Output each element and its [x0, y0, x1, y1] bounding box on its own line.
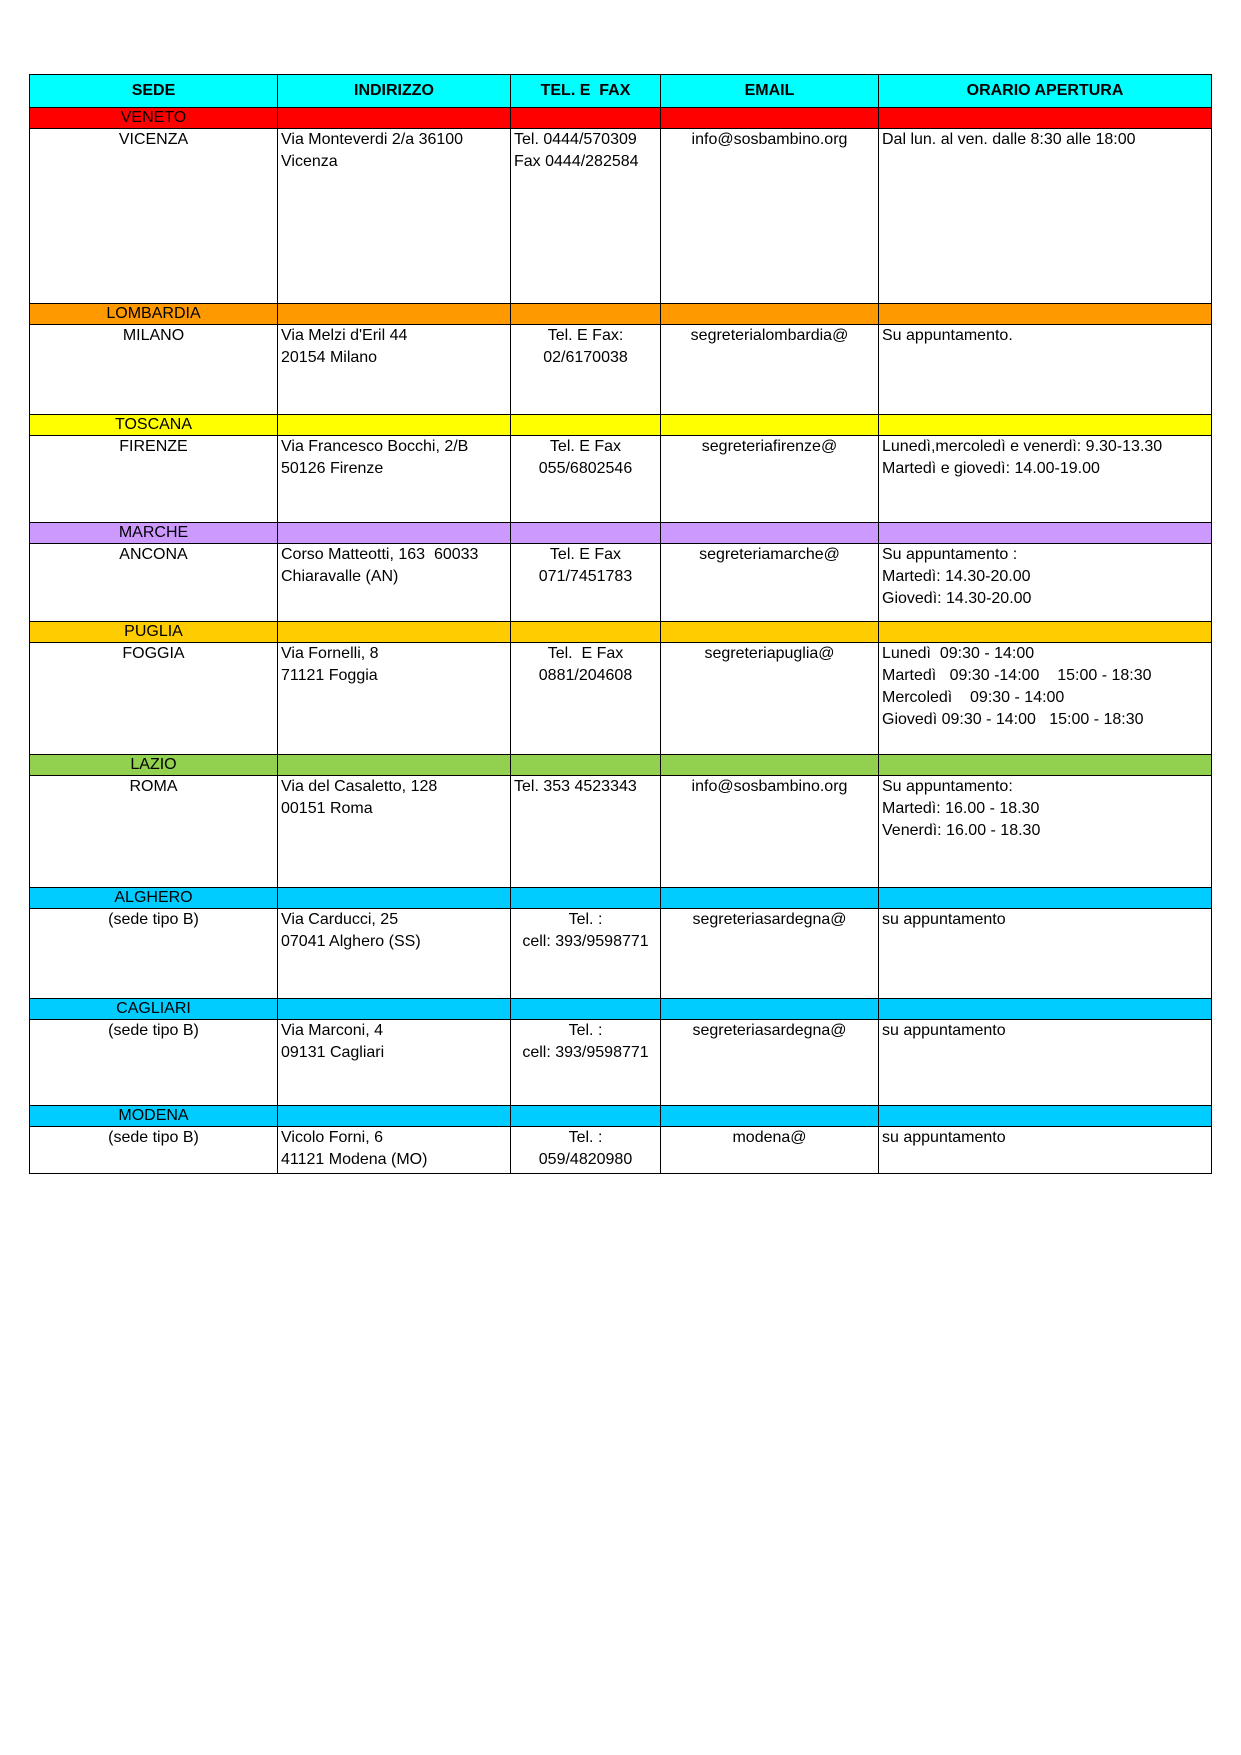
- office-address: [278, 643, 511, 755]
- hours-line: Martedì e giovedì: 14.00-19.00: [882, 460, 1100, 477]
- office-row: [30, 1127, 1212, 1174]
- region-band-cell: [879, 888, 1212, 909]
- region-band-cell: [879, 304, 1212, 325]
- office-sede: [30, 544, 278, 622]
- email-text: info@sosbambino.org: [691, 778, 848, 795]
- hours-line: su appuntamento: [882, 911, 1006, 928]
- hours-line: Mercoledì 09:30 - 14:00: [882, 689, 1065, 706]
- phone-line: Tel. E Fax:: [547, 327, 624, 344]
- office-phone: [511, 1127, 661, 1174]
- office-email: [661, 909, 879, 999]
- hours-line: su appuntamento: [882, 1129, 1006, 1146]
- office-sede: [30, 1020, 278, 1106]
- region-band-cell: [879, 108, 1212, 129]
- office-sede: [30, 643, 278, 755]
- address-line: Via Marconi, 4: [281, 1022, 383, 1039]
- email-text: segreteriamarche@: [699, 546, 840, 563]
- region-name: MARCHE: [30, 523, 278, 544]
- region-name: PUGLIA: [30, 622, 278, 643]
- region-band-cell: [879, 1106, 1212, 1127]
- phone-line: 055/6802546: [538, 460, 633, 477]
- phone-line: Tel. :: [568, 1022, 603, 1039]
- office-hours: [879, 909, 1212, 999]
- region-band-cell: [511, 1106, 661, 1127]
- header-row: [30, 75, 1212, 108]
- region-band-cell: [511, 888, 661, 909]
- region-band-cell: [661, 755, 879, 776]
- region-name: CAGLIARI: [30, 999, 278, 1020]
- phone-line: Tel. :: [568, 911, 603, 928]
- region-band-cell: [278, 622, 511, 643]
- office-phone: [511, 544, 661, 622]
- email-text: segreterialombardia@: [690, 327, 849, 344]
- region-band-cell: [511, 304, 661, 325]
- region-band-cell: [278, 888, 511, 909]
- email-text: modena@: [732, 1129, 807, 1146]
- phone-line: Tel. :: [568, 1129, 603, 1146]
- office-sede-text: ROMA: [129, 778, 178, 795]
- office-phone: [511, 129, 661, 304]
- phone-line: Tel. E Fax: [549, 438, 622, 455]
- region-name: ALGHERO: [30, 888, 278, 909]
- office-phone: [511, 643, 661, 755]
- address-line: 00151 Roma: [281, 800, 373, 817]
- offices-sheet: [29, 74, 1211, 1174]
- region-band: [30, 523, 1212, 544]
- office-row: [30, 776, 1212, 888]
- region-band: [30, 888, 1212, 909]
- region-band-cell: [879, 755, 1212, 776]
- office-row: [30, 1020, 1212, 1106]
- region-name: TOSCANA: [30, 415, 278, 436]
- phone-line: cell: 393/9598771: [522, 933, 649, 950]
- office-address: [278, 909, 511, 999]
- phone-line: Tel. 353 4523343: [514, 778, 637, 795]
- office-sede: [30, 1127, 278, 1174]
- phone-line: cell: 393/9598771: [522, 1044, 649, 1061]
- address-line: Via Fornelli, 8: [281, 645, 379, 662]
- office-address: [278, 776, 511, 888]
- region-band-cell: [879, 999, 1212, 1020]
- office-row: [30, 544, 1212, 622]
- address-line: 07041 Alghero (SS): [281, 933, 421, 950]
- office-sede-text: FOGGIA: [122, 645, 185, 662]
- region-band: [30, 304, 1212, 325]
- office-sede: [30, 436, 278, 523]
- region-name: LAZIO: [30, 755, 278, 776]
- office-sede: [30, 909, 278, 999]
- hours-line: Giovedì 09:30 - 14:00 15:00 - 18:30: [882, 711, 1144, 728]
- header-tel-fax: TEL. E FAX: [511, 75, 661, 108]
- office-row: [30, 436, 1212, 523]
- phone-line: Tel. E Fax: [549, 546, 622, 563]
- hours-line: Venerdì: 16.00 - 18.30: [882, 822, 1041, 839]
- office-sede-text: VICENZA: [118, 131, 189, 148]
- office-email: [661, 129, 879, 304]
- office-email: [661, 544, 879, 622]
- region-band-cell: [661, 304, 879, 325]
- office-hours: [879, 776, 1212, 888]
- region-band-cell: [278, 1106, 511, 1127]
- office-row: [30, 909, 1212, 999]
- office-email: [661, 643, 879, 755]
- email-text: segreteriasardegna@: [692, 1022, 847, 1039]
- office-phone: [511, 1020, 661, 1106]
- phone-line: 02/6170038: [543, 349, 628, 366]
- email-text: segreteriafirenze@: [701, 438, 838, 455]
- address-line: 41121 Modena (MO): [281, 1151, 428, 1168]
- hours-line: Martedì 09:30 -14:00 15:00 - 18:30: [882, 667, 1152, 684]
- office-address: [278, 129, 511, 304]
- address-line: Vicolo Forni, 6: [281, 1129, 383, 1146]
- region-band-cell: [661, 523, 879, 544]
- header-email: EMAIL: [661, 75, 879, 108]
- office-hours: [879, 643, 1212, 755]
- region-band-cell: [511, 108, 661, 129]
- region-band: [30, 622, 1212, 643]
- hours-line: Giovedì: 14.30-20.00: [882, 590, 1032, 607]
- office-sede-text: (sede tipo B): [108, 1022, 199, 1039]
- region-band-cell: [879, 622, 1212, 643]
- office-email: [661, 325, 879, 415]
- region-band-cell: [511, 755, 661, 776]
- office-hours: [879, 1020, 1212, 1106]
- office-sede-text: FIRENZE: [119, 438, 188, 455]
- region-band-cell: [661, 999, 879, 1020]
- office-row: [30, 643, 1212, 755]
- office-sede: [30, 325, 278, 415]
- email-text: segreteriapuglia@: [704, 645, 835, 662]
- office-hours: [879, 325, 1212, 415]
- office-sede-text: (sede tipo B): [108, 911, 199, 928]
- phone-line: Tel. 0444/570309: [514, 131, 637, 148]
- office-phone: [511, 436, 661, 523]
- office-sede: [30, 776, 278, 888]
- office-phone: [511, 325, 661, 415]
- region-band: [30, 108, 1212, 129]
- hours-line: Dal lun. al ven. dalle 8:30 alle 18:00: [882, 131, 1136, 148]
- office-email: [661, 1020, 879, 1106]
- office-email: [661, 776, 879, 888]
- office-hours: [879, 436, 1212, 523]
- address-line: 09131 Cagliari: [281, 1044, 385, 1061]
- hours-line: su appuntamento: [882, 1022, 1006, 1039]
- address-line: Via Carducci, 25: [281, 911, 399, 928]
- address-line: Corso Matteotti, 163 60033: [281, 546, 479, 563]
- office-phone: [511, 776, 661, 888]
- header-indirizzo: INDIRIZZO: [278, 75, 511, 108]
- hours-line: Su appuntamento.: [882, 327, 1013, 344]
- hours-line: Martedì: 16.00 - 18.30: [882, 800, 1040, 817]
- region-band-cell: [511, 999, 661, 1020]
- hours-line: Su appuntamento:: [882, 778, 1013, 795]
- office-sede: [30, 129, 278, 304]
- header-orario: ORARIO APERTURA: [879, 75, 1212, 108]
- address-line: Vicenza: [281, 153, 338, 170]
- office-address: [278, 436, 511, 523]
- office-address: [278, 1127, 511, 1174]
- phone-line: 071/7451783: [538, 568, 633, 585]
- office-sede-text: ANCONA: [119, 546, 188, 563]
- region-band-cell: [661, 1106, 879, 1127]
- phone-line: 059/4820980: [538, 1151, 633, 1168]
- region-band-cell: [278, 415, 511, 436]
- email-text: info@sosbambino.org: [691, 131, 848, 148]
- region-band: [30, 999, 1212, 1020]
- hours-line: Su appuntamento :: [882, 546, 1018, 563]
- office-email: [661, 1127, 879, 1174]
- address-line: Via del Casaletto, 128: [281, 778, 438, 795]
- office-row: [30, 129, 1212, 304]
- region-band: [30, 1106, 1212, 1127]
- region-name: VENETO: [30, 108, 278, 129]
- region-band-cell: [661, 108, 879, 129]
- address-line: Via Melzi d'Eril 44: [281, 327, 408, 344]
- hours-line: Lunedì 09:30 - 14:00: [882, 645, 1035, 662]
- region-band: [30, 415, 1212, 436]
- office-sede-text: (sede tipo B): [108, 1129, 199, 1146]
- email-text: segreteriasardegna@: [692, 911, 847, 928]
- office-address: [278, 325, 511, 415]
- header-sede: SEDE: [30, 75, 278, 108]
- phone-line: 0881/204608: [538, 667, 633, 684]
- office-row: [30, 325, 1212, 415]
- region-band-cell: [511, 415, 661, 436]
- address-line: 71121 Foggia: [281, 667, 378, 684]
- address-line: 50126 Firenze: [281, 460, 384, 477]
- phone-line: Fax 0444/282584: [514, 153, 639, 170]
- office-hours: [879, 129, 1212, 304]
- region-band-cell: [278, 304, 511, 325]
- office-address: [278, 544, 511, 622]
- region-name: MODENA: [30, 1106, 278, 1127]
- region-band-cell: [879, 523, 1212, 544]
- phone-line: Tel. E Fax: [547, 645, 624, 662]
- region-band: [30, 755, 1212, 776]
- region-band-cell: [278, 999, 511, 1020]
- offices-table: [29, 74, 1212, 1174]
- office-hours: [879, 1127, 1212, 1174]
- address-line: Via Monteverdi 2/a 36100: [281, 131, 464, 148]
- region-band-cell: [278, 108, 511, 129]
- region-band-cell: [511, 523, 661, 544]
- region-band-cell: [511, 622, 661, 643]
- office-sede-text: MILANO: [122, 327, 185, 344]
- hours-line: Lunedì,mercoledì e venerdì: 9.30-13.30: [882, 438, 1163, 455]
- office-address: [278, 1020, 511, 1106]
- office-hours: [879, 544, 1212, 622]
- region-band-cell: [879, 415, 1212, 436]
- office-email: [661, 436, 879, 523]
- hours-line: Martedì: 14.30-20.00: [882, 568, 1031, 585]
- office-phone: [511, 909, 661, 999]
- region-band-cell: [278, 523, 511, 544]
- region-band-cell: [278, 755, 511, 776]
- region-band-cell: [661, 415, 879, 436]
- address-line: Chiaravalle (AN): [281, 568, 399, 585]
- region-name: LOMBARDIA: [30, 304, 278, 325]
- address-line: Via Francesco Bocchi, 2/B: [281, 438, 469, 455]
- address-line: 20154 Milano: [281, 349, 378, 366]
- region-band-cell: [661, 888, 879, 909]
- region-band-cell: [661, 622, 879, 643]
